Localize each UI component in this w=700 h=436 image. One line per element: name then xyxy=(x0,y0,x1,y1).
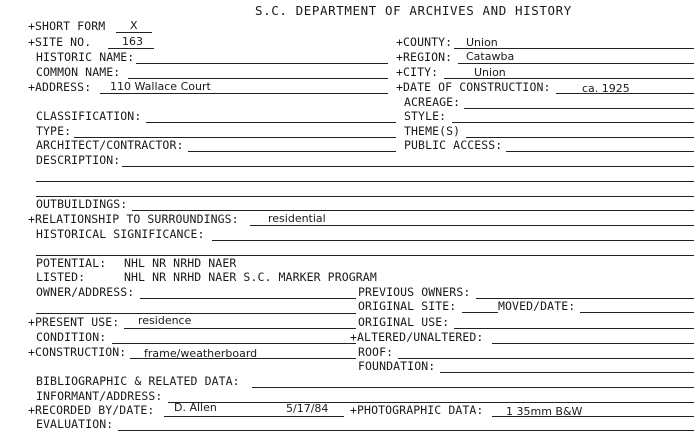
historical-significance-label: HISTORICAL SIGNIFICANCE: xyxy=(36,227,205,241)
address-value: 110 Wallace Court xyxy=(110,80,211,93)
condition-line xyxy=(112,343,356,344)
common-name-label: COMMON NAME: xyxy=(36,65,121,79)
short-form-line xyxy=(116,32,152,33)
potential-codes: NHL NR NRHD NAER xyxy=(124,256,237,270)
region-line xyxy=(458,63,694,64)
recorded-date-value: 5/17/84 xyxy=(286,402,329,415)
original-use-label: ORIGINAL USE: xyxy=(358,315,450,329)
short-form-label: +SHORT FORM xyxy=(28,19,106,33)
date-of-construction-value: ca. 1925 xyxy=(582,82,630,95)
relationship-label: +RELATIONSHIP TO SURROUNDINGS: xyxy=(28,212,239,226)
altered-label: +ALTERED/UNALTERED: xyxy=(350,330,484,344)
present-use-line xyxy=(124,328,356,329)
outbuildings-line xyxy=(132,210,694,211)
type-label: TYPE: xyxy=(36,124,72,138)
classification-line xyxy=(146,122,396,123)
owner-address-label: OWNER/ADDRESS: xyxy=(36,285,135,299)
roof-line xyxy=(398,358,694,359)
acreage-line xyxy=(464,108,694,109)
city-value: Union xyxy=(474,66,506,79)
foundation-line xyxy=(440,372,694,373)
owner-address-line-2 xyxy=(36,313,356,314)
moved-date-line xyxy=(580,312,694,313)
date-of-construction-label: +DATE OF CONSTRUCTION: xyxy=(396,80,551,94)
historical-significance-line xyxy=(212,240,694,241)
acreage-label: ACREAGE: xyxy=(404,95,461,109)
historic-name-line xyxy=(136,63,388,64)
evaluation-label: EVALUATION: xyxy=(36,417,114,431)
original-site-label: ORIGINAL SITE: xyxy=(358,299,457,313)
form-title: S.C. DEPARTMENT OF ARCHIVES AND HISTORY xyxy=(255,3,572,18)
city-label: +CITY: xyxy=(396,65,439,79)
style-label: STYLE: xyxy=(404,109,447,123)
construction-label: +CONSTRUCTION: xyxy=(28,345,127,359)
site-no-label: +SITE NO. xyxy=(28,35,92,49)
listed-codes: NHL NR NRHD NAER S.C. MARKER PROGRAM xyxy=(124,270,377,284)
original-site-line xyxy=(462,312,498,313)
historic-name-label: HISTORIC NAME: xyxy=(36,50,135,64)
public-access-label: PUBLIC ACCESS: xyxy=(404,138,503,152)
themes-label: THEME(S) xyxy=(404,124,461,138)
foundation-label: FOUNDATION: xyxy=(358,359,436,373)
recorded-by-value: D. Allen xyxy=(174,401,217,414)
present-use-label: +PRESENT USE: xyxy=(28,315,120,329)
potential-label: POTENTIAL: xyxy=(36,256,107,270)
style-line xyxy=(452,122,694,123)
public-access-line xyxy=(506,151,694,152)
bibliographic-line xyxy=(252,387,694,388)
roof-label: ROOF: xyxy=(358,345,394,359)
site-no-line xyxy=(108,48,154,49)
bibliographic-label: BIBLIOGRAPHIC & RELATED DATA: xyxy=(36,374,240,388)
address-label: +ADDRESS: xyxy=(28,80,92,94)
description-line-3 xyxy=(36,196,694,197)
county-label: +COUNTY: xyxy=(396,35,453,49)
address-line xyxy=(100,93,388,94)
short-form-mark: X xyxy=(130,19,138,32)
county-value: Union xyxy=(466,36,498,49)
recorded-by-label: +RECORDED BY/DATE: xyxy=(28,403,155,417)
construction-value: frame/weatherboard xyxy=(144,347,258,360)
moved-date-label: MOVED/DATE: xyxy=(498,299,576,313)
description-label: DESCRIPTION: xyxy=(36,153,121,167)
evaluation-line xyxy=(118,430,694,431)
previous-owners-label: PREVIOUS OWNERS: xyxy=(358,285,471,299)
original-use-line xyxy=(454,328,694,329)
classification-label: CLASSIFICATION: xyxy=(36,109,142,123)
site-no-value: 163 xyxy=(122,35,143,48)
region-label: +REGION: xyxy=(396,50,453,64)
architect-label: ARCHITECT/CONTRACTOR: xyxy=(36,138,184,152)
altered-line xyxy=(492,343,694,344)
relationship-line xyxy=(250,225,694,226)
listed-label: LISTED: xyxy=(36,270,86,284)
present-use-value: residence xyxy=(138,314,192,327)
recorded-by-line xyxy=(164,416,344,417)
relationship-value: residential xyxy=(268,212,326,225)
photographic-data-label: +PHOTOGRAPHIC DATA: xyxy=(350,403,484,417)
outbuildings-label: OUTBUILDINGS: xyxy=(36,197,128,211)
photographic-data-value: 1 35mm B&W xyxy=(506,405,583,418)
common-name-line xyxy=(128,78,388,79)
description-line-2 xyxy=(36,181,694,182)
description-line-1 xyxy=(122,166,694,167)
owner-address-line xyxy=(140,298,356,299)
informant-label: INFORMANT/ADDRESS: xyxy=(36,389,163,403)
region-value: Catawba xyxy=(466,50,515,63)
architect-line xyxy=(188,151,396,152)
condition-label: CONDITION: xyxy=(36,330,107,344)
